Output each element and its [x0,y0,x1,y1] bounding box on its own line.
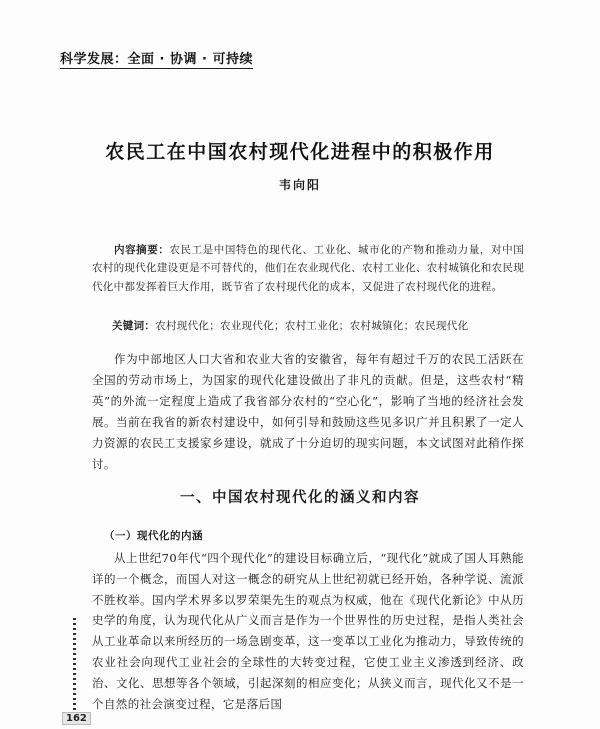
page-number: 162 [62,712,91,725]
abstract [92,241,524,296]
section-heading: 一、中国农村现代化的涵义和内容 [180,490,420,506]
author-name: 韦向阳 [278,178,321,192]
keywords-text: 农村现代化；农业现代化；农村工业化；农村城镇化；农民现代化 [155,320,469,332]
running-header: 科学发展：全面 · 协调 · 可持续 [60,48,253,69]
body-paragraph: 从上世纪70年代“四个现代化”的建设目标确立后，“现代化”就成了国人耳熟能详的一个概念，而国人对这一概念的研究从上世纪初就已经开始，各种学说、流派不胜枚举。国内学术界多以罗荣渠先生的观点为权威，他在《现代化新论》中从历史学的角度，认为现代化从广义而言是作为一个世界性的历史过程，是指人类社会从工业革命以来所经历的一场急剧变革，这一变革以工业化为推动力，导致传统的农业社会向现代工业社会的全球性的大转变过程，它使工业主义渗透到经济、政治、文化、思想等各个领域，引起深刻的相应变化；从狭义而言，现代化又不是一个自然的社会演变过程，它是落后国 [92,551,524,711]
article-title: 农民工在中国农村现代化进程中的积极作用 [105,141,495,163]
margin-dotted-rule [73,618,76,713]
keywords [112,317,532,335]
abstract-text: 农民工是中国特色的现代化、工业化、城市化的产物和推动力量，对中国农村的现代化建设更是不可替代的，他们在农业现代化、农村工业化、农村城镇化和农民现代化中都发挥着巨大作用，既节省了农村现代化的成本，又促进了农村现代化的进程。 [92,244,524,293]
abstract-label: 内容摘要： [114,244,170,256]
keywords-label: 关键词： [112,320,156,332]
subsection-heading: （一）现代化的内涵 [104,530,203,542]
intro-paragraph: 作为中部地区人口大省和农业大省的安徽省，每年有超过千万的农民工活跃在全国的劳动市场上，为国家的现代化建设做出了非凡的贡献。但是，这些农村“精英”的外流一定程度上造成了我省部分农村的“空心化”，影响了当地的经济社会发展。当前在我省的新农村建设中，如何引导和鼓励这些见多识广并且积累了一定人力资源的农民工支援家乡建设，就成了十分迫切的现实问题，本文试图对此稍作探讨。 [92,352,524,471]
